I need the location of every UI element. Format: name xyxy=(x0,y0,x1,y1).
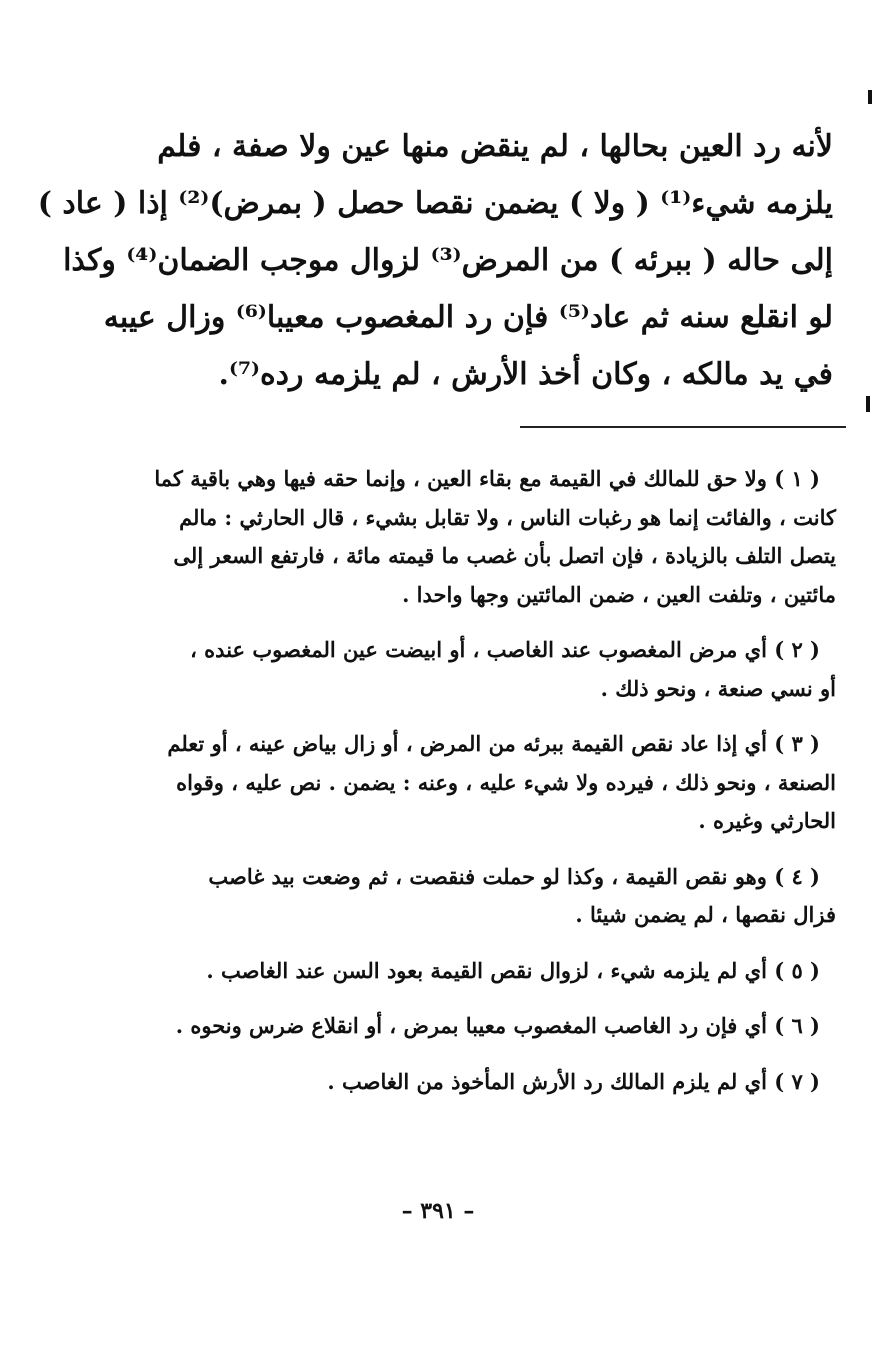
margin-mark xyxy=(868,90,872,104)
footnote-7 xyxy=(108,1063,836,1102)
footnote-line: الصنعة ، ونحو ذلك ، فيرده ولا شيء عليه ، وعنه : يضمن . نص عليه ، وقواه xyxy=(176,769,836,795)
footnote-3 xyxy=(108,725,836,841)
footnote-divider xyxy=(520,426,846,428)
main-text xyxy=(37,118,833,403)
footnote-line: مائتين ، وتلفت العين ، ضمن المائتين وجها واحدا . xyxy=(402,581,836,607)
footnote-line: ( ١ ) ولا حق للمالك في القيمة مع بقاء العين ، وإنما حقه فيها وهي باقية كما xyxy=(154,466,820,491)
footnote-line: ( ٦ ) أي فإن رد الغاصب المغصوب معيبا بمرض ، أو انقلاع ضرس ونحوه . xyxy=(175,1013,820,1038)
footnote-6 xyxy=(108,1007,836,1046)
footnote-1 xyxy=(108,460,836,614)
main-text-line: في يد مالكه ، وكان أخذ الأرش ، لم يلزمه رده⁽⁷⁾. xyxy=(218,357,833,392)
footnote-4 xyxy=(108,858,836,935)
footnote-5 xyxy=(108,952,836,991)
footnote-2 xyxy=(108,631,836,708)
main-text-line: إلى حاله ( ببرئه ) من المرض⁽³⁾ لزوال موجب الضمان⁽⁴⁾ وكذا xyxy=(63,243,833,278)
footnote-line: ( ٧ ) أي لم يلزم المالك رد الأرش المأخوذ من الغاصب . xyxy=(327,1068,820,1094)
footnote-line: ( ٤ ) وهو نقص القيمة ، وكذا لو حملت فنقصت ، ثم وضعت بيد غاصب xyxy=(208,863,820,889)
footnote-line: ( ٥ ) أي لم يلزمه شيء ، لزوال نقص القيمة بعود السن عند الغاصب . xyxy=(206,957,820,983)
footnote-line: يتصل التلف بالزيادة ، فإن اتصل بأن غصب ما قيمته مائة ، فارتفع السعر إلى xyxy=(173,543,836,568)
page-number: – ٣٩١ – xyxy=(401,1198,475,1224)
footnote-line: ( ٣ ) أي إذا عاد نقص القيمة ببرئه من المرض ، أو زال بياض عينه ، أو تعلم xyxy=(167,731,820,756)
footnote-line: كانت ، والفائت إنما هو رغبات الناس ، ولا تقابل بشيء ، قال الحارثي : مالم xyxy=(179,504,836,530)
footnote-line: أو نسي صنعة ، ونحو ذلك . xyxy=(600,675,836,701)
footnote-line: الحارثي وغيره . xyxy=(698,808,836,833)
footnotes xyxy=(108,460,836,1118)
footnote-line: ( ٢ ) أي مرض المغصوب عند الغاصب ، أو ابيضت عين المغصوب عنده ، xyxy=(190,637,820,662)
main-text-line: لو انقلع سنه ثم عاد⁽⁵⁾ فإن رد المغصوب معيبا⁽⁶⁾ وزال عيبه xyxy=(103,300,833,335)
footnote-line: فزال نقصها ، لم يضمن شيئا . xyxy=(575,902,836,927)
margin-mark xyxy=(866,396,870,412)
main-text-line: لأنه رد العين بحالها ، لم ينقض منها عين ولا صفة ، فلم xyxy=(157,129,833,164)
main-text-line: يلزمه شيء⁽¹⁾ ( ولا ) يضمن نقصا حصل ( بمرض)⁽²⁾ إذا ( عاد ) xyxy=(37,186,833,221)
